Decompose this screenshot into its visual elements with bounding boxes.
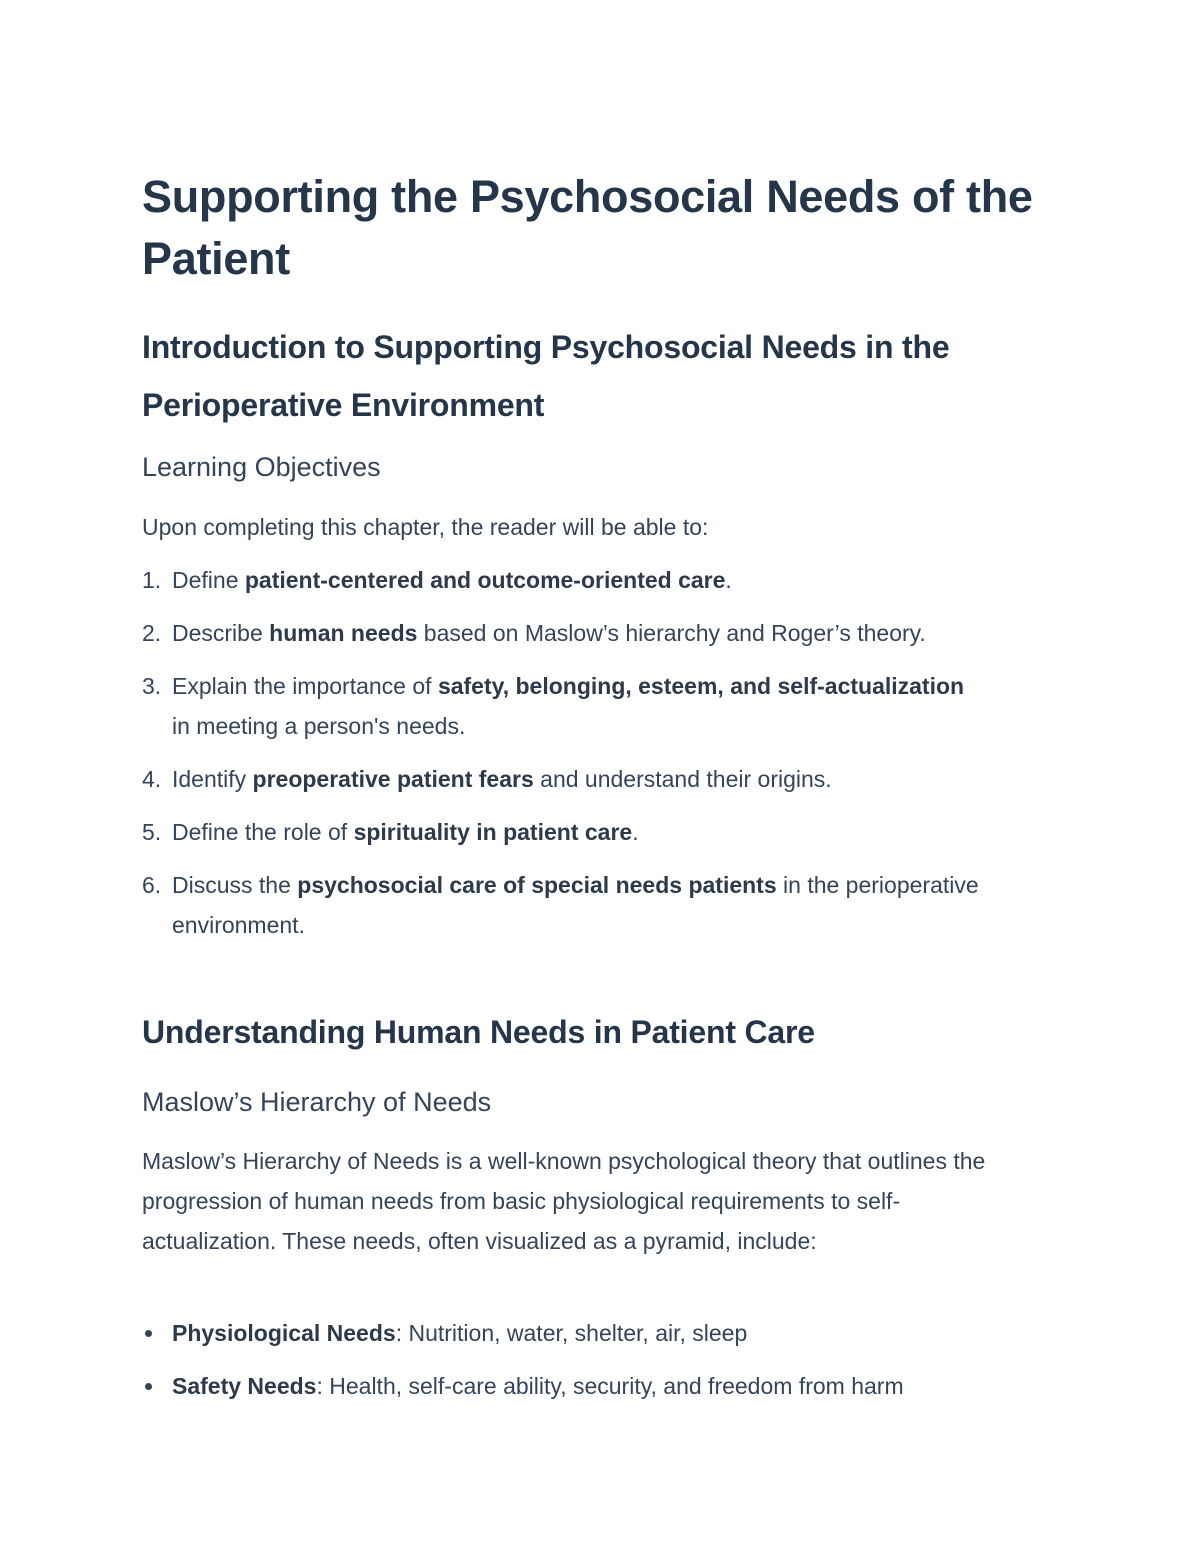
objective-number: 6.: [142, 872, 162, 898]
need-label: Physiological Needs: [172, 1320, 396, 1346]
objective-item: [142, 759, 982, 799]
objective-bold: preoperative patient fears: [252, 766, 534, 792]
maslow-paragraph: Maslow’s Hierarchy of Needs is a well-known psychological theory that outlines the progression of human needs from basic physiological requirements to self-actualization. These needs, often visualized as a pyramid, include:: [142, 1148, 986, 1254]
objective-text: Discuss the: [172, 872, 298, 898]
objective-bold: human needs: [269, 620, 418, 646]
objective-text: in meeting a person's needs.: [172, 713, 466, 739]
objective-item: [142, 613, 982, 653]
objective-text: Define the role of: [172, 819, 354, 845]
need-label: Safety Needs: [172, 1373, 317, 1399]
objective-text: based on Maslow’s hierarchy and Roger’s theory.: [417, 620, 926, 646]
section-heading: Understanding Human Needs in Patient Care: [142, 1014, 815, 1050]
intro-heading: Introduction to Supporting Psychosocial Needs in the Perioperative Environment: [142, 329, 950, 423]
objective-item: [142, 812, 982, 852]
objective-text: Describe: [172, 620, 270, 646]
maslow-heading: Maslow’s Hierarchy of Needs: [142, 1087, 492, 1117]
objective-text: Identify: [172, 766, 253, 792]
need-description: : Nutrition, water, shelter, air, sleep: [395, 1320, 748, 1346]
objectives-list: [142, 560, 982, 958]
objective-number: 5.: [142, 819, 162, 845]
objective-text: Explain the importance of: [172, 673, 438, 699]
objective-number: 4.: [142, 766, 162, 792]
bullet-icon: [145, 1330, 152, 1337]
objective-bold: safety, belonging, esteem, and self-actualization: [437, 673, 965, 699]
objective-text: in the perioperative environment.: [172, 872, 979, 938]
objective-text: Define: [172, 567, 245, 593]
objective-bold: psychosocial care of special needs patients: [297, 872, 777, 898]
objective-bold: spirituality in patient care: [353, 819, 633, 845]
needs-list-item: [142, 1366, 1082, 1406]
objective-number: 2.: [142, 620, 162, 646]
objectives-lead-text: Upon completing this chapter, the reader will be able to:: [142, 514, 709, 540]
bullet-icon: [145, 1383, 152, 1390]
objective-text: and understand their origins.: [533, 766, 832, 792]
objective-bold: patient-centered and outcome-oriented care: [244, 567, 726, 593]
objective-item: [142, 560, 982, 600]
objective-number: 3.: [142, 673, 162, 699]
learning-objectives-heading: Learning Objectives: [142, 452, 381, 482]
need-description: : Health, self-care ability, security, and freedom from harm: [316, 1373, 904, 1399]
needs-list: [142, 1313, 1082, 1419]
document-title: Supporting the Psychosocial Needs of the Patient: [142, 171, 1033, 284]
objective-text: .: [632, 819, 639, 845]
objective-item: [142, 666, 982, 746]
objective-item: [142, 865, 982, 945]
needs-list-item: [142, 1313, 1082, 1353]
objective-number: 1.: [142, 567, 162, 593]
objective-text: .: [725, 567, 732, 593]
